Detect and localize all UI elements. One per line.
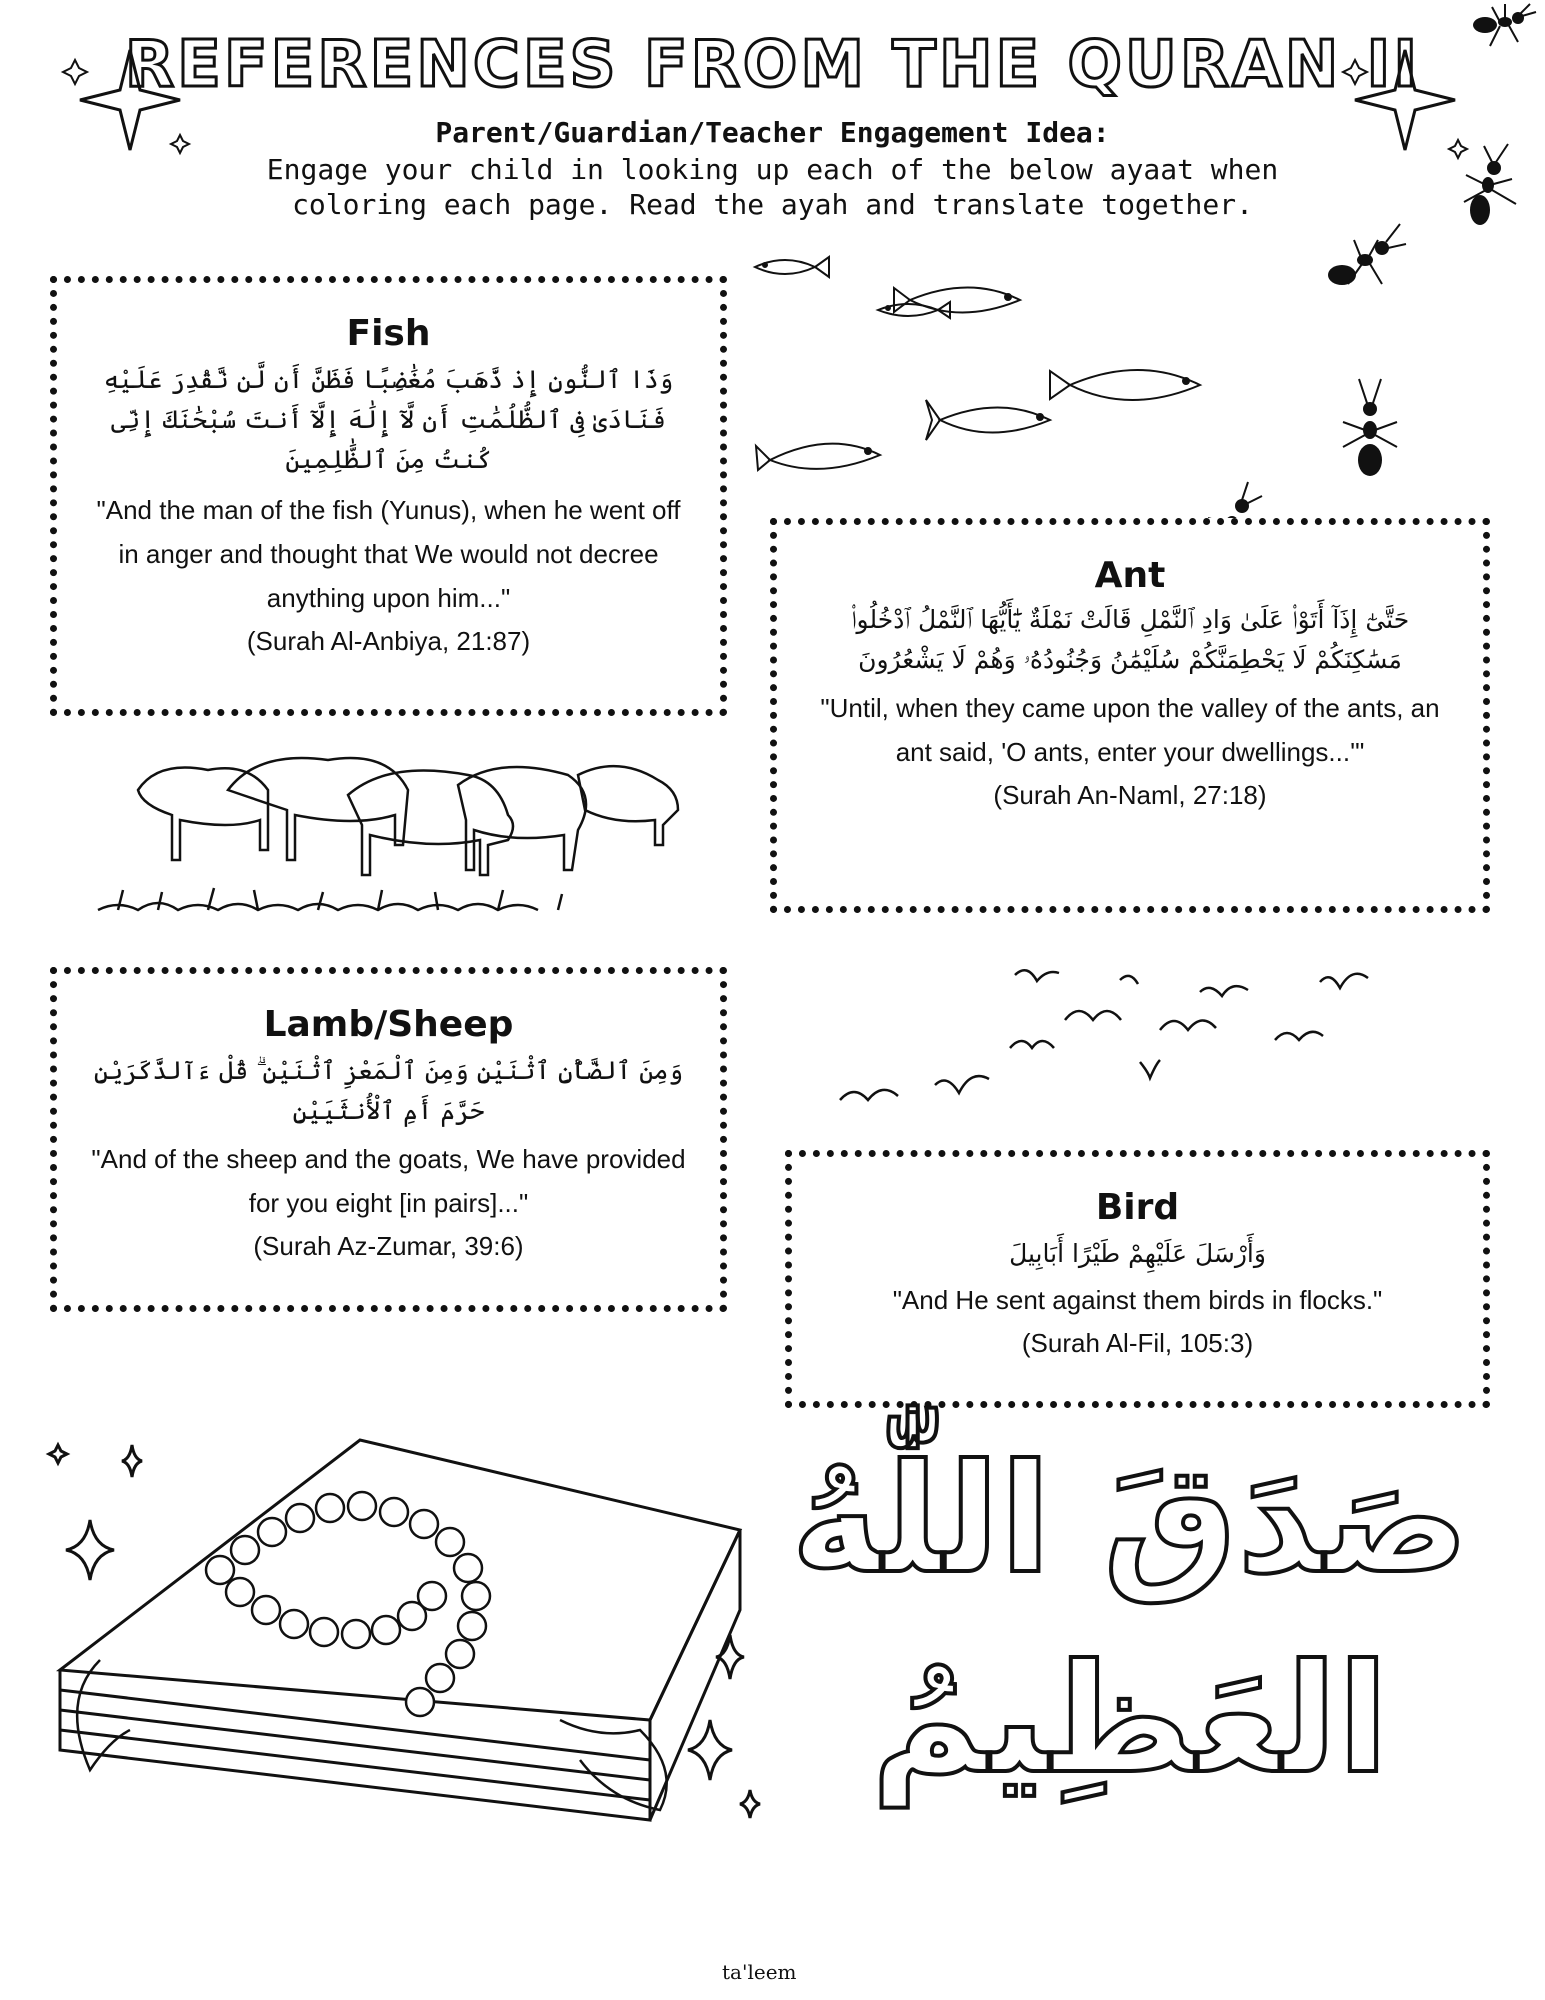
fish-card-reference: (Surah Al-Anbiya, 21:87) <box>246 626 531 656</box>
bird-card-reference: (Surah Al-Fil, 105:3) <box>1021 1328 1254 1358</box>
fish-card <box>50 276 727 716</box>
sheep-card-title: Lamb/Sheep <box>263 1004 514 1045</box>
fish-card-title: Fish <box>346 313 431 354</box>
sparkle-icon <box>680 1630 770 1830</box>
ant-icon <box>1450 140 1530 240</box>
sparkle-star-icon <box>60 40 190 160</box>
ant-card <box>770 518 1490 913</box>
bird-card-title: Bird <box>1095 1187 1180 1228</box>
fish-card-arabic: وَذَا ٱلنُّونِ إِذ ذَّهَبَ مُغَٰضِبًا فَظَنَّ أَن لَّن نَّقْدِرَ عَلَيْهِ فَنَادَىٰ فِى ٱلظُّلُمَٰتِ أَن لَّآ إِلَٰهَ إِلَّآ أَنتَ سُبْحَٰنَكَ إِنِّى كُنتُ مِنَ ٱلظَّٰلِمِينَ <box>103 365 674 474</box>
ant-icon <box>1460 0 1540 50</box>
sheep-flock-illustration <box>98 740 718 920</box>
bird-card-translation: "And He sent against them birds in flocks." <box>892 1285 1383 1315</box>
engagement-instruction: Engage your child in looking up each of the below ayaat when coloring each page. Read the ayah and translate together. <box>266 153 1279 221</box>
fish-school-illustration <box>750 255 1210 495</box>
ant-icon <box>1335 375 1405 485</box>
bird-card <box>785 1150 1490 1408</box>
birds-flock-illustration <box>820 960 1460 1120</box>
sparkle-icon <box>50 1440 140 1640</box>
taleem-logo: ta'leem <box>722 1960 797 1984</box>
closing-phrase <box>760 1420 1500 1820</box>
ant-card-title: Ant <box>1094 555 1166 596</box>
sheep-card-reference: (Surah Az-Zumar, 39:6) <box>253 1231 524 1261</box>
ant-card-arabic: حَتَّىٰٓ إِذَآ أَتَوْا۟ عَلَىٰ وَادِ ٱلنَّمْلِ قَالَتْ نَمْلَةٌ يَٰٓأَيُّهَا ٱلنَّمْلُ ٱدْخُلُوا۟ مَسَٰكِنَكُمْ لَا يَحْطِمَنَّكُمْ سُلَيْمَٰنُ وَجُنُودُهُۥ وَهُمْ لَا يَشْعُرُونَ <box>850 605 1410 674</box>
sheep-card-translation: "And of the sheep and the goats, We have provided for you eight [in pairs]..." <box>91 1144 686 1218</box>
closing-phrase-line2: العَظِيمُ <box>871 1633 1389 1807</box>
ant-card-translation: "Until, when they came upon the valley of the ants, an ant said, 'O ants, enter your dwellings...'" <box>820 693 1440 767</box>
sheep-card <box>50 967 727 1312</box>
sheep-card-arabic: وَمِنَ ٱلضَّأْنِ ٱثْنَيْنِ وَمِنَ ٱلْمَعْزِ ٱثْنَيْنِ ۗ قُلْ ءَآلذَّكَرَيْنِ حَرَّمَ أَمِ ٱلْأُنثَيَيْنِ <box>93 1056 684 1125</box>
page-title: REFERENCES FROM THE QURAN II <box>124 28 1421 102</box>
closing-phrase-line1: صَدَقَ اللّٰهُ <box>791 1433 1469 1607</box>
quran-book-illustration <box>40 1420 720 1850</box>
ant-icon <box>1320 220 1410 300</box>
bird-card-arabic: وَأَرْسَلَ عَلَيْهِمْ طَيْرًا أَبَابِيلَ <box>1009 1239 1266 1268</box>
ant-card-reference: (Surah An-Naml, 27:18) <box>993 780 1267 810</box>
engagement-heading: Parent/Guardian/Teacher Engagement Idea: <box>435 116 1110 149</box>
fish-card-translation: "And the man of the fish (Yunus), when he went off in anger and thought that We would not decree anything upon him..." <box>96 495 681 613</box>
